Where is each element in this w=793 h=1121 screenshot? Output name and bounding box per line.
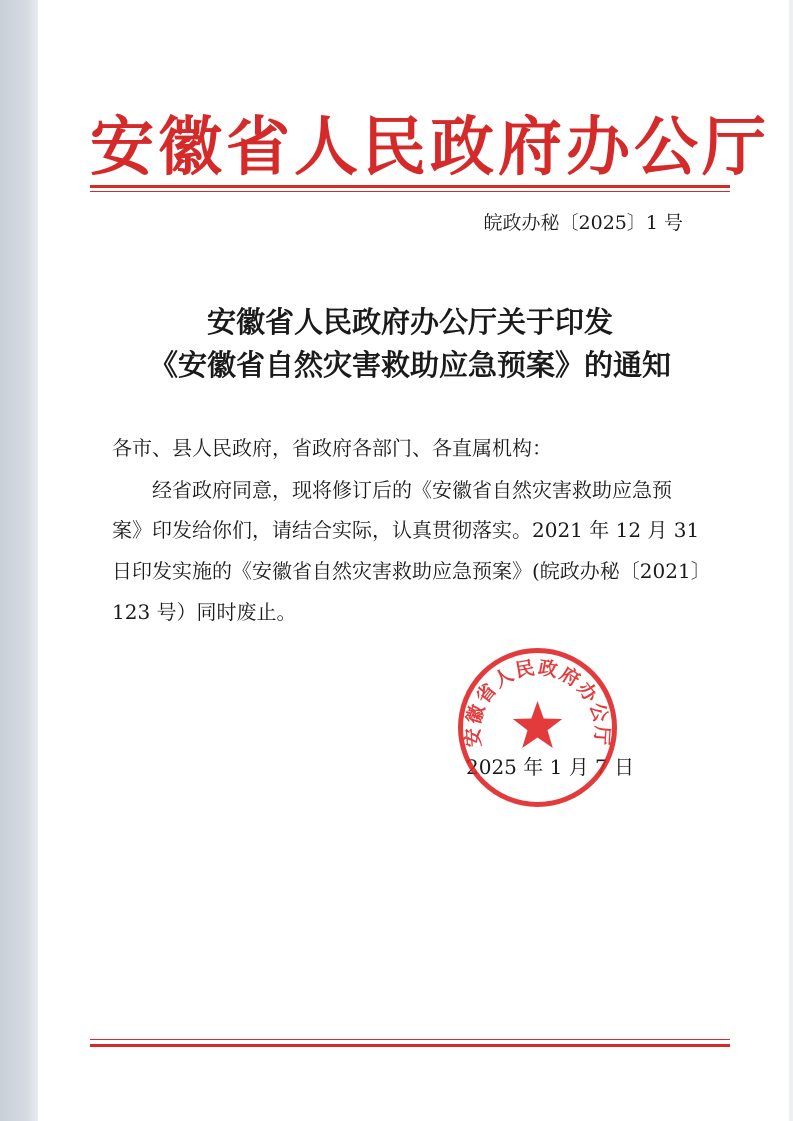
issue-date: 2025 年 1 月 7 日 (466, 755, 635, 779)
org-title: 安徽省人民政府办公厅 (90, 110, 770, 185)
footer-rule-thin (90, 1039, 730, 1040)
official-seal (455, 645, 620, 810)
star-icon (513, 701, 562, 748)
body-line-2: 案》印发给你们，请结合实际，认真贯彻落实。2021 年 12 月 31 (112, 518, 700, 542)
doc-number: 皖政办秘〔2025〕1 号 (483, 212, 683, 234)
scan-edge-right (789, 0, 793, 1121)
header-rule-thick (90, 185, 730, 188)
footer-rule-thick (90, 1044, 730, 1047)
salutation: 各市、县人民政府，省政府各部门、各直属机构： (112, 436, 552, 460)
seal-text: 安徽省人民政府办公厅 (461, 656, 614, 748)
header-rule-thin (90, 191, 730, 192)
body-line-3: 日印发实施的《安徽省自然灾害救助应急预案》(皖政办秘〔2021〕 (112, 559, 711, 583)
doc-title-line-1: 安徽省人民政府办公厅关于印发 (206, 305, 613, 339)
body-line-1: 经省政府同意，现将修订后的《安徽省自然灾害救助应急预 (152, 478, 672, 502)
scan-edge (0, 0, 38, 1121)
body-line-4: 123 号）同时废止。 (112, 600, 297, 624)
doc-title-line-2: 《安徽省自然灾害救助应急预案》的通知 (148, 348, 671, 382)
